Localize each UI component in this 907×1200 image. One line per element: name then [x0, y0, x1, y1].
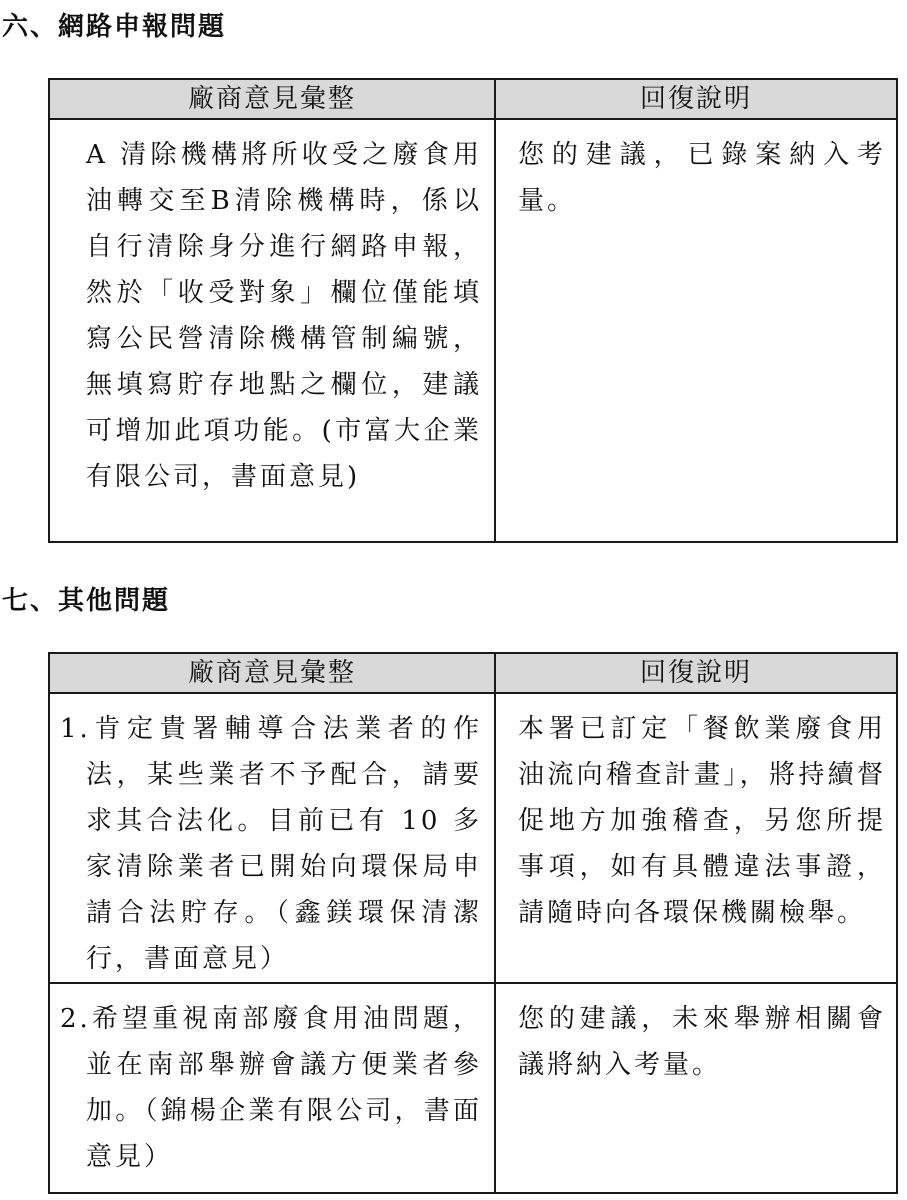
section-6-title: 六、網路申報問題	[2, 12, 227, 42]
reply-cell: 本署已訂定「餐飲業廢食用油流向稽查計畫」，將持續督促地方加強稽查，另您所提事項，如有具體違法事證，請隨時向各環保機關檢舉。	[495, 693, 897, 983]
opinion-cell: 2.希望重視南部廢食用油問題，並在南部舉辦會議方便業者參加。（錦楊企業有限公司，書面意見）	[49, 983, 495, 1193]
section-7-title: 七、其他問題	[2, 586, 171, 616]
opinion-cell: 1.肯定貴署輔導合法業者的作法，某些業者不予配合，請要求其合法化。目前已有 10 多家清除業者已開始向環保局申請合法貯存。（鑫鎂環保清潔行，書面意見）	[49, 693, 495, 983]
header-vendor-opinions: 廠商意見彙整	[49, 79, 495, 119]
reply-cell: 您的建議，已錄案納入考量。	[495, 119, 897, 542]
table-header-row	[49, 653, 897, 693]
table-header-row	[49, 79, 897, 119]
header-vendor-opinions: 廠商意見彙整	[49, 653, 495, 693]
table-row	[49, 693, 897, 983]
header-reply: 回復說明	[495, 79, 897, 119]
reply-cell: 您的建議，未來舉辦相關會議將納入考量。	[495, 983, 897, 1193]
network-reporting-table	[48, 78, 898, 543]
table-row	[49, 983, 897, 1193]
header-reply: 回復說明	[495, 653, 897, 693]
other-issues-table	[48, 652, 898, 1194]
table-row	[49, 119, 897, 542]
opinion-cell: A 清除機構將所收受之廢食用油轉交至B清除機構時，係以自行清除身分進行網路申報，然於「收受對象」欄位僅能填寫公民營清除機構管制編號，無填寫貯存地點之欄位，建議可增加此項功能。(市富大企業有限公司，書面意見)	[49, 119, 495, 542]
